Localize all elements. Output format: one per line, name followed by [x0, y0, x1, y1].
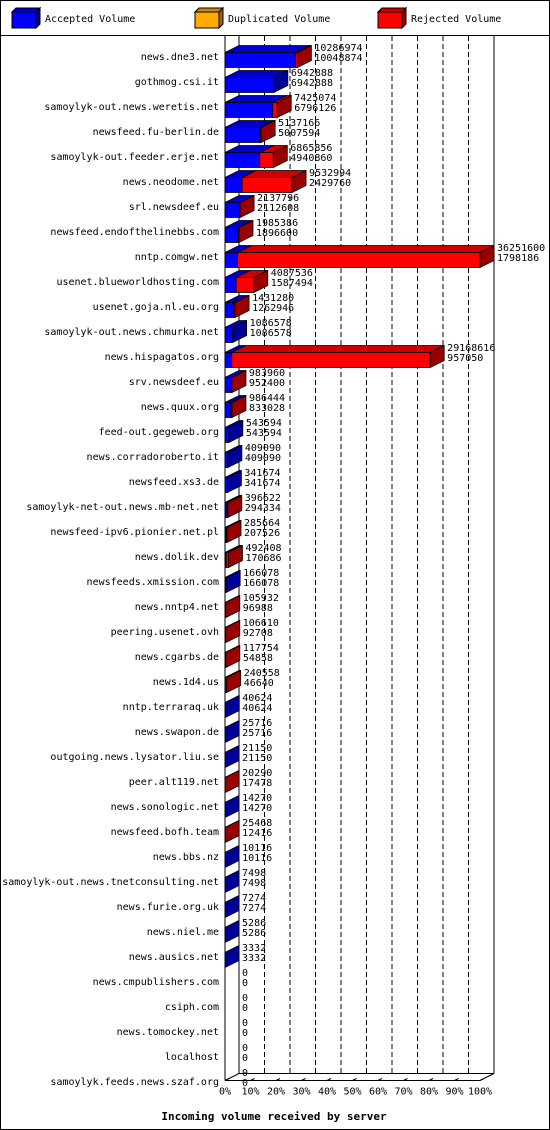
x-tick-label-2: 20% — [266, 1086, 286, 1098]
value-accepted-28: 21150 — [242, 753, 273, 764]
x-axis-title: Incoming volume received by server — [161, 1110, 387, 1123]
bar-accepted-6-front — [225, 203, 240, 218]
x-tick-10 — [480, 1079, 484, 1081]
bar-11 — [225, 321, 247, 343]
server-label-38: csiph.com — [164, 1002, 219, 1013]
value-total-35: 5286 — [242, 918, 267, 929]
bar-rejected-18 — [227, 496, 242, 518]
value-total-27: 25716 — [242, 718, 273, 729]
server-label-26: nntp.terraraq.uk — [122, 702, 219, 713]
bar-rejected-18-side — [228, 496, 242, 518]
server-label-39: news.tomockey.net — [116, 1027, 219, 1038]
value-total-19: 285664 — [244, 518, 281, 529]
bar-8 — [225, 246, 494, 268]
bar-accepted-28 — [225, 746, 239, 768]
value-total-34: 7274 — [242, 893, 267, 904]
bar-accepted-26 — [225, 696, 239, 718]
bar-rejected-23-side — [226, 621, 240, 643]
server-label-1: gothmog.csi.it — [134, 77, 219, 88]
legend-label-accepted: Accepted Volume — [45, 14, 136, 25]
server-label-31: newsfeed.bofh.team — [110, 827, 219, 838]
bar-34 — [225, 896, 239, 918]
value-accepted-29: 17478 — [242, 778, 273, 789]
bar-accepted-16-front — [225, 453, 228, 468]
value-total-10: 1431280 — [252, 293, 295, 304]
value-total-37: 0 — [242, 968, 249, 979]
server-label-30: news.sonologic.net — [110, 802, 219, 813]
bar-rejected-12 — [232, 346, 444, 368]
bar-accepted-4-front — [225, 153, 260, 168]
server-label-12: news.hispagatos.org — [104, 352, 219, 363]
server-label-41: samoylyk.feeds.news.szaf.org — [50, 1077, 219, 1088]
bar-27 — [225, 721, 239, 743]
value-accepted-18: 294334 — [244, 503, 281, 514]
bar-rejected-29-side — [225, 771, 239, 793]
server-labels — [2, 52, 219, 1088]
bar-rejected-24 — [225, 646, 239, 668]
x-tick-label-10: 100% — [467, 1086, 493, 1098]
bar-33 — [225, 871, 239, 893]
value-accepted-5: 2429760 — [309, 178, 352, 189]
server-label-4: samoylyk-out.feeder.erje.net — [50, 152, 219, 163]
value-accepted-16: 409090 — [244, 453, 282, 464]
bar-rejected-23 — [226, 621, 240, 643]
value-total-23: 106610 — [242, 618, 279, 629]
bar-rejected-20 — [226, 546, 242, 568]
bar-rejected-22 — [226, 596, 240, 618]
value-accepted-11: 1086578 — [249, 328, 292, 339]
legend-label-rejected: Rejected Volume — [411, 14, 502, 25]
bar-accepted-14-front — [225, 403, 231, 418]
server-label-29: peer.alt119.net — [128, 777, 219, 788]
server-label-19: newsfeed-ipv6.pionier.net.pl — [50, 527, 219, 538]
value-accepted-34: 7274 — [242, 903, 267, 914]
value-total-2: 7425074 — [294, 93, 337, 104]
server-label-11: samoylyk-out.news.chmurka.net — [44, 327, 219, 338]
value-total-36: 3332 — [242, 943, 267, 954]
server-label-25: news.1d4.us — [152, 677, 219, 688]
value-total-12: 29168616 — [447, 343, 496, 354]
bar-20 — [225, 546, 242, 568]
value-accepted-3: 5007594 — [278, 128, 321, 139]
value-total-22: 105932 — [242, 593, 279, 604]
value-accepted-9: 1587494 — [270, 278, 313, 289]
bar-rejected-8 — [238, 246, 494, 268]
bar-accepted-16-side — [228, 446, 242, 468]
server-label-40: localhost — [164, 1052, 219, 1063]
bar-accepted-30 — [225, 796, 239, 818]
value-accepted-37: 0 — [242, 978, 249, 989]
bar-rejected-12-top — [232, 346, 444, 353]
value-accepted-21: 166078 — [243, 578, 280, 589]
value-accepted-35: 5286 — [242, 928, 267, 939]
value-total-6: 2137796 — [257, 193, 300, 204]
bar-29 — [225, 771, 239, 793]
value-accepted-40: 0 — [242, 1053, 249, 1064]
bar-accepted-13-front — [225, 378, 232, 393]
value-accepted-8: 1798186 — [497, 253, 540, 264]
server-label-16: news.corradoroberto.it — [86, 452, 219, 463]
bar-accepted-21 — [225, 571, 240, 593]
bar-rejected-12-front — [232, 353, 430, 368]
server-label-21: newsfeeds.xmission.com — [86, 577, 219, 588]
legend-label-duplicated: Duplicated Volume — [228, 14, 331, 25]
bar-accepted-11-front — [225, 328, 233, 343]
value-accepted-6: 2112608 — [257, 203, 300, 214]
bar-9 — [225, 271, 268, 293]
x-tick-label-5: 50% — [343, 1086, 362, 1098]
x-tick-label-8: 80% — [419, 1086, 439, 1098]
bar-5 — [225, 171, 306, 193]
x-tick-label-7: 70% — [394, 1086, 413, 1098]
server-label-7: newsfeed.endofthelinebbs.com — [50, 227, 219, 238]
value-total-25: 240558 — [243, 668, 280, 679]
server-label-20: news.dolik.dev — [134, 552, 219, 563]
value-total-18: 396622 — [244, 493, 281, 504]
bar-accepted-1 — [225, 71, 288, 93]
value-total-38: 0 — [242, 993, 249, 1004]
value-accepted-7: 1896600 — [255, 228, 299, 239]
bar-rejected-29 — [225, 771, 239, 793]
server-label-34: news.furie.org.uk — [116, 902, 219, 913]
server-label-9: usenet.blueworldhosting.com — [56, 277, 219, 288]
value-total-4: 6865856 — [290, 143, 333, 154]
value-total-7: 1985386 — [255, 218, 299, 229]
bar-rejected-20-side — [228, 546, 242, 568]
value-accepted-33: 7498 — [242, 878, 267, 889]
bar-24 — [225, 646, 240, 668]
bar-rejected-5 — [242, 171, 306, 193]
bar-7 — [225, 221, 253, 243]
bar-accepted-11 — [225, 321, 247, 343]
bar-accepted-3-front — [225, 128, 260, 143]
bar-accepted-28-side — [225, 746, 239, 768]
server-label-22: news.nntp4.net — [134, 602, 219, 613]
bar-accepted-15 — [225, 421, 243, 443]
value-total-20: 492408 — [245, 543, 282, 554]
bar-13 — [225, 371, 246, 393]
value-accepted-23: 92708 — [242, 628, 273, 639]
bar-accepted-21-side — [226, 571, 240, 593]
bar-22 — [225, 596, 240, 618]
bar-accepted-0-front — [225, 53, 296, 68]
bar-accepted-35 — [225, 921, 239, 943]
bar-accepted-32 — [225, 846, 239, 868]
bar-rejected-22-side — [226, 596, 240, 618]
value-accepted-15: 543594 — [245, 428, 282, 439]
bar-accepted-5-front — [225, 178, 242, 193]
bar-6 — [225, 196, 254, 218]
bar-rejected-25 — [225, 671, 240, 693]
bar-accepted-34 — [225, 896, 239, 918]
bar-4 — [225, 146, 287, 168]
server-label-5: news.neodome.net — [122, 177, 219, 188]
server-label-18: samoylyk-net-out.news.mb-net.net — [26, 502, 219, 513]
bar-15 — [225, 421, 243, 443]
value-accepted-17: 341674 — [244, 478, 281, 489]
value-accepted-30: 14270 — [242, 803, 273, 814]
bar-accepted-36 — [225, 946, 239, 968]
value-accepted-39: 0 — [242, 1028, 249, 1039]
bar-accepted-30-side — [225, 796, 239, 818]
server-label-10: usenet.goja.nl.eu.org — [92, 302, 219, 313]
bar-rejected-9-front — [236, 278, 254, 293]
bar-30 — [225, 796, 239, 818]
bar-21 — [225, 571, 240, 593]
server-label-32: news.bbs.nz — [152, 852, 219, 863]
value-total-32: 10116 — [242, 843, 273, 854]
bar-12 — [225, 346, 444, 368]
bar-accepted-15-side — [229, 421, 243, 443]
value-accepted-20: 170686 — [245, 553, 282, 564]
bar-26 — [225, 696, 239, 718]
value-total-1: 6942888 — [290, 68, 333, 79]
bar-accepted-26-side — [225, 696, 239, 718]
bar-2 — [225, 96, 291, 118]
value-total-28: 21150 — [242, 743, 273, 754]
value-accepted-1: 6942888 — [290, 78, 333, 89]
value-total-15: 543594 — [245, 418, 282, 429]
value-accepted-19: 207526 — [244, 528, 281, 539]
axis-floor — [225, 1074, 494, 1081]
value-total-16: 409090 — [244, 443, 282, 454]
server-label-23: peering.usenet.ovh — [110, 627, 219, 638]
value-accepted-13: 952400 — [248, 378, 286, 389]
server-label-37: news.cmpublishers.com — [92, 977, 219, 988]
value-accepted-14: 833028 — [248, 403, 286, 414]
bar-rejected-31-side — [225, 821, 239, 843]
server-label-28: outgoing.news.lysator.liu.se — [50, 752, 219, 763]
value-total-11: 1086578 — [249, 318, 292, 329]
bar-23 — [225, 621, 240, 643]
value-total-24: 117754 — [242, 643, 279, 654]
bar-1 — [225, 71, 288, 93]
server-label-8: nntp.comgw.net — [134, 252, 219, 263]
bar-28 — [225, 746, 239, 768]
value-total-13: 983960 — [248, 368, 286, 379]
bar-14 — [225, 396, 246, 418]
bar-rejected-24-side — [226, 646, 240, 668]
value-accepted-36: 3332 — [242, 953, 267, 964]
value-accepted-32: 10116 — [242, 853, 273, 864]
server-label-13: srv.newsdeef.eu — [128, 377, 219, 388]
server-label-15: feed-out.gegeweb.org — [98, 427, 219, 438]
value-accepted-26: 40624 — [242, 703, 273, 714]
bar-accepted-8-front — [225, 253, 238, 268]
value-total-5: 9532994 — [309, 168, 352, 179]
server-label-24: news.cgarbs.de — [134, 652, 219, 663]
bar-rejected-2-front — [273, 103, 277, 118]
server-label-17: newsfeed.xs3.de — [128, 477, 219, 488]
bar-accepted-35-side — [225, 921, 239, 943]
server-label-3: newsfeed.fu-berlin.de — [92, 127, 219, 138]
value-total-14: 986444 — [248, 393, 286, 404]
value-total-41: 0 — [242, 1068, 249, 1079]
bar-accepted-15-front — [225, 428, 229, 443]
x-axis — [219, 1079, 492, 1098]
bar-accepted-2-front — [225, 103, 273, 118]
bar-accepted-32-side — [225, 846, 239, 868]
server-label-6: srl.newsdeef.eu — [128, 202, 219, 213]
bar-accepted-33 — [225, 871, 239, 893]
server-label-35: news.niel.me — [146, 927, 219, 938]
bar-35 — [225, 921, 239, 943]
bar-rejected-31 — [225, 821, 239, 843]
server-label-2: samoylyk-out.news.weretis.net — [44, 102, 219, 113]
x-tick-label-4: 40% — [317, 1086, 337, 1098]
value-total-29: 20290 — [242, 768, 273, 779]
value-total-40: 0 — [242, 1043, 249, 1054]
value-total-0: 10286974 — [314, 43, 363, 54]
bar-accepted-33-side — [225, 871, 239, 893]
value-total-9: 4087536 — [270, 268, 313, 279]
x-tick-label-3: 30% — [292, 1086, 311, 1098]
value-accepted-24: 54858 — [242, 653, 273, 664]
value-total-30: 14270 — [242, 793, 273, 804]
bar-accepted-9-front — [225, 278, 236, 293]
value-total-8: 36251600 — [497, 243, 546, 254]
value-total-3: 5137166 — [278, 118, 321, 129]
value-accepted-27: 25716 — [242, 728, 273, 739]
value-accepted-10: 1262946 — [252, 303, 295, 314]
value-accepted-0: 10048874 — [314, 53, 363, 64]
bar-36 — [225, 946, 239, 968]
server-label-27: news.swapon.de — [134, 727, 219, 738]
value-accepted-4: 4940860 — [290, 153, 333, 164]
bar-rejected-4-front — [260, 153, 274, 168]
bar-accepted-34-side — [225, 896, 239, 918]
bar-31 — [225, 821, 239, 843]
value-total-21: 166078 — [243, 568, 280, 579]
value-accepted-38: 0 — [242, 1003, 249, 1014]
value-labels — [242, 43, 545, 1089]
bar-rejected-8-top — [238, 246, 494, 253]
x-tick-label-1: 10% — [241, 1086, 260, 1098]
value-accepted-12: 957050 — [447, 353, 484, 364]
value-accepted-22: 96988 — [242, 603, 273, 614]
value-total-31: 25468 — [242, 818, 273, 829]
bar-accepted-27 — [225, 721, 239, 743]
x-tick-label-0: 0% — [218, 1086, 232, 1098]
value-total-39: 0 — [242, 1018, 249, 1029]
bar-25 — [225, 671, 241, 693]
bar-rejected-5-front — [242, 178, 292, 193]
value-accepted-31: 12416 — [242, 828, 273, 839]
bar-accepted-12-front — [225, 353, 232, 368]
bar-accepted-27-side — [225, 721, 239, 743]
bar-accepted-10-front — [225, 303, 234, 318]
bar-32 — [225, 846, 239, 868]
server-label-36: news.ausics.net — [128, 952, 219, 963]
bar-10 — [225, 296, 249, 318]
value-total-26: 40624 — [242, 693, 273, 704]
value-total-17: 341674 — [244, 468, 281, 479]
value-accepted-41: 0 — [242, 1078, 249, 1089]
server-label-14: news.quux.org — [140, 402, 219, 413]
value-total-33: 7498 — [242, 868, 267, 879]
value-accepted-25: 46640 — [243, 678, 274, 689]
bar-accepted-1-front — [225, 78, 274, 93]
bar-accepted-36-side — [225, 946, 239, 968]
bar-accepted-7-front — [225, 228, 238, 243]
x-tick-label-6: 60% — [368, 1086, 388, 1098]
bar-rejected-8-front — [238, 253, 480, 268]
value-accepted-2: 6796126 — [294, 103, 337, 114]
bar-3 — [225, 121, 275, 143]
bar-0 — [225, 46, 311, 68]
server-label-33: samoylyk-out.news.tnetconsulting.net — [2, 877, 219, 888]
x-tick-label-9: 90% — [445, 1086, 464, 1098]
server-label-0: news.dne3.net — [140, 52, 219, 63]
